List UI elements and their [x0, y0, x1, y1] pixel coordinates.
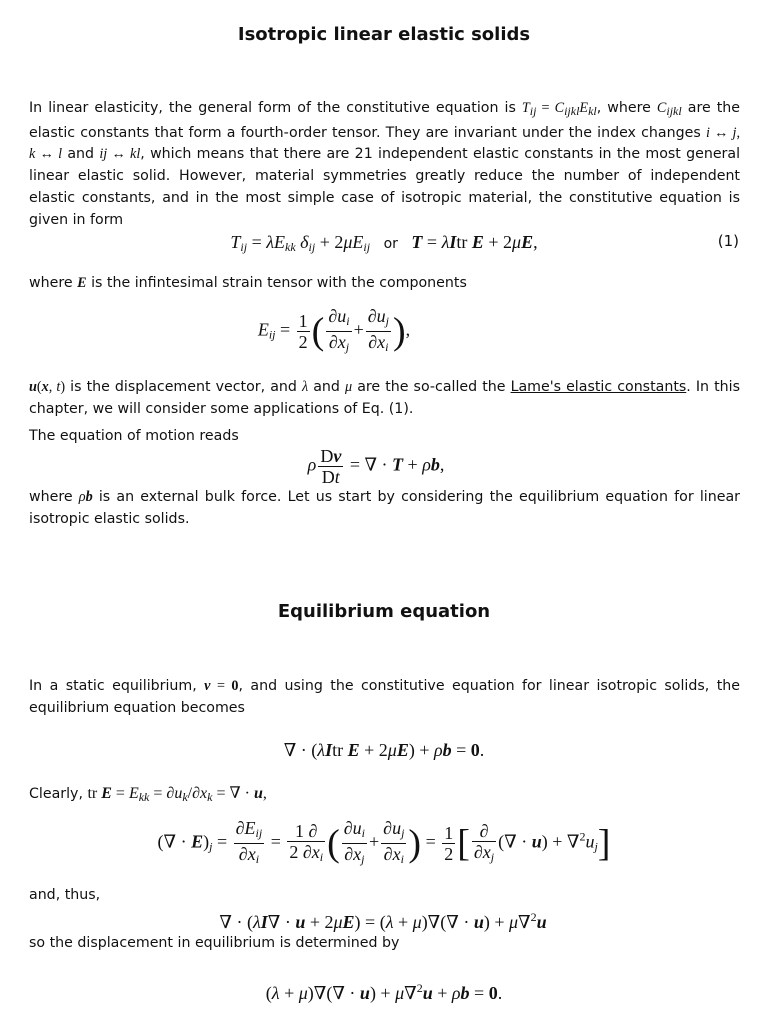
- intro-paragraph: [29, 98, 740, 231]
- equation-1-number: (1): [717, 232, 739, 250]
- intro-text-5: , which means that there are 21 independent elastic constants in the most general linear elastic solid. However, material symmetries greatly reduce the number of independent elastic constants, and in the most simple case of isotropic material, the constitutive equation is given in form: [29, 146, 741, 228]
- strain-text-before: where: [29, 275, 73, 291]
- clearly-text: Clearly,: [29, 786, 83, 802]
- strain-tensor-sentence: [29, 273, 740, 295]
- bulk-text-before: where: [29, 489, 73, 505]
- static-text-before: In a static equilibrium,: [29, 678, 197, 694]
- lambda-math: λ: [301, 379, 309, 395]
- mu-math: μ: [344, 379, 353, 395]
- bulk-text-after: is an external bulk force. Let us start by considering the equilibrium equation for linear isotropic elastic solids.: [29, 489, 740, 527]
- intro-text-3: are the elastic constants that form a fourth-order tensor. They are invariant under the index changes: [29, 100, 741, 141]
- displacement-text-c: are the so-called the: [357, 379, 506, 395]
- displacement-text-d: . In this chapter, we will consider some applications of Eq. (1).: [29, 379, 741, 417]
- equation-of-motion: ρ $\frac{Dv}{Dt}$ = ∇ · T + ρb,: [307, 446, 445, 487]
- trace-strain-math: tr $E = E_{kk} = \partial u_k/\partial x_k$ = ∇ · u,: [87, 785, 267, 804]
- intro-text-1: In linear elasticity, the general form of the constitutive equation is: [29, 100, 516, 116]
- displacement-equilibrium-sentence: so the displacement in equilibrium is determined by: [29, 935, 400, 951]
- equation-1: [0, 230, 768, 259]
- equation-1-tensor-form: T = λItr E + 2μE,: [411, 232, 538, 252]
- strain-symbol-math: E: [77, 275, 87, 291]
- strain-text-after: is the infintesimal strain tensor with the components: [91, 275, 467, 291]
- divergence-strain-equation: (∇ · $E)_j$ = $\frac{\partial E_{ij}}{\partial x_i}$ = $\frac{1 \partial}{2 \partial x_i}$ ( $\frac{\partial u_i}{\partial x_j}$ + $\frac{\partial u_j}{\partial x_i}$ ) = $\frac{1}{2}$ [ $\frac{\partial}{\partial x_j}$ (∇ · $u) + \nabla^2u_j$]: [157, 818, 611, 866]
- motion-sentence: The equation of motion reads: [29, 428, 239, 444]
- displacement-vector-math: u(x, t): [29, 379, 66, 395]
- static-equilibrium-paragraph: [29, 676, 740, 719]
- velocity-zero-math: v = 0: [204, 678, 239, 694]
- static-text-after: , and using the constitutive equation for linear isotropic solids, the equilibrium equation becomes: [29, 678, 740, 716]
- strain-components-equation: $E_{ij}$ = $\frac{1}{2}$ ( $\frac{\partial u_i}{\partial x_j}$ + $\frac{\partial u_j}{\partial x_i}$ ),: [257, 306, 411, 354]
- combined-divergence-equation: ∇ · (λI∇ · u + 2μE) = (λ + μ)∇(∇ · u) + μ∇$^2$u: [219, 910, 547, 932]
- equation-1-index-form: $T_{ij} = \lambda E_{kk}$ $\delta_{ij} + 2\mu E_{ij}$: [230, 232, 371, 254]
- bulk-force-paragraph: [29, 487, 740, 530]
- intro-text-4: and: [67, 146, 95, 163]
- displacement-text-b: and: [313, 379, 340, 395]
- clearly-sentence: [29, 783, 740, 809]
- constitutive-inline-math: $T_{ij} = C_{ijkl}E_{kl}$: [521, 100, 597, 118]
- thus-sentence: and, thus,: [29, 887, 101, 903]
- equation-1-or: or: [383, 236, 398, 252]
- index-change-kl-math: k ↔ l: [29, 146, 63, 163]
- elastic-constants-inline-math: $C_{ijkl}$: [656, 100, 682, 118]
- section-title-equilibrium: Equilibrium equation: [277, 601, 491, 622]
- navier-equation: (λ + μ)∇(∇ · u) + μ∇$^2$u + ρb = 0.: [265, 981, 503, 1003]
- page-title: Isotropic linear elastic solids: [237, 24, 531, 45]
- equilibrium-equation: ∇ · (λItr E + 2μE) + ρb = 0.: [283, 740, 485, 760]
- displacement-text-a: is the displacement vector, and: [70, 379, 297, 395]
- bulk-force-math: ρb: [78, 489, 93, 505]
- index-change-pairs-math: ij ↔ kl: [99, 146, 141, 163]
- displacement-paragraph: [29, 377, 740, 420]
- lame-constants-link[interactable]: Lame's elastic constants: [510, 379, 687, 395]
- index-change-ij-math: i ↔ j,: [705, 124, 741, 141]
- intro-text-2: , where: [596, 100, 651, 116]
